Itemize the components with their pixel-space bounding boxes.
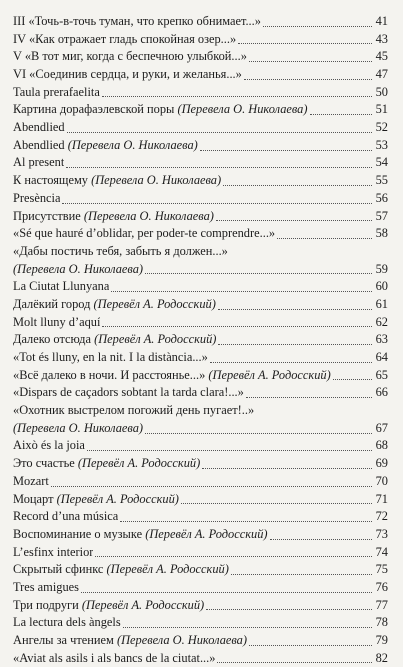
toc-entry-title: Molt lluny d’aquí	[13, 314, 101, 329]
toc-entry-translator: (Перевёл А. Родосский)	[145, 526, 268, 541]
toc-entry-title: Tres amigues	[13, 579, 79, 594]
toc-page-number: 58	[375, 226, 388, 241]
toc-entry-row	[13, 296, 388, 314]
toc-entry-translator: (Перевела О. Николаева)	[116, 633, 247, 648]
toc-page-number: 55	[375, 173, 388, 188]
toc-entry	[13, 597, 388, 615]
toc-entry	[13, 84, 388, 102]
toc-entry-text	[13, 84, 100, 102]
toc-entry-row	[13, 190, 388, 208]
toc-entry-row	[13, 384, 388, 402]
toc-entry	[13, 473, 388, 491]
toc-entry	[13, 101, 388, 119]
toc-entry-title: «Aviat als asils i als bancs de la ciutat...»	[13, 650, 216, 665]
toc-page-number: 64	[375, 350, 388, 365]
toc-entry-row	[13, 314, 388, 332]
toc-entry-title: Al present	[13, 155, 65, 170]
toc-entry-title: La lectura dels àngels	[13, 615, 121, 630]
toc-leader-dots	[249, 645, 372, 646]
toc-entry-title: «Tot és lluny, en la nit. I la distància...»	[13, 350, 208, 365]
toc-leader-dots	[277, 238, 372, 239]
toc-entry	[13, 331, 388, 349]
toc-leader-dots	[200, 150, 372, 151]
toc-entry-title: Скрытый сфинкс	[13, 562, 107, 577]
toc-page-number: 56	[375, 190, 388, 205]
toc-leader-dots	[244, 79, 372, 80]
toc-leader-dots	[270, 539, 372, 540]
toc-entry-text	[13, 526, 268, 544]
toc-page-number: 53	[375, 137, 388, 152]
toc-entry-text	[13, 13, 261, 31]
toc-entry-row	[13, 48, 388, 66]
toc-entry-text	[13, 314, 100, 332]
toc-entry-title: Моцарт	[13, 491, 57, 506]
toc-leader-dots	[333, 379, 372, 380]
toc-entry-text	[13, 172, 221, 190]
toc-leader-dots	[231, 574, 372, 575]
toc-entry-title: Ангелы за чтением	[13, 633, 117, 648]
toc-page-number: 50	[375, 84, 388, 99]
toc-page-number: 51	[375, 102, 388, 117]
toc-entry-text	[13, 331, 216, 349]
toc-entry	[13, 632, 388, 650]
toc-page-number: 60	[375, 279, 388, 294]
toc-entry	[13, 278, 388, 296]
toc-entry-translator: (Перевела О. Николаева)	[83, 208, 214, 223]
toc-page-number: 67	[375, 420, 388, 435]
toc-entry-row	[13, 155, 388, 173]
toc-entry-title: VI «Соединив сердца, и руки, и желанья...»	[13, 67, 242, 82]
toc-page-number: 45	[375, 49, 388, 64]
toc-entry-row	[13, 455, 388, 473]
toc-entry-translator: (Перевёл А. Родосский)	[94, 332, 217, 347]
toc-leader-dots	[238, 43, 372, 44]
table-of-contents	[13, 13, 388, 667]
toc-page-number: 79	[375, 633, 388, 648]
toc-page-number: 71	[375, 491, 388, 506]
toc-leader-dots	[67, 132, 372, 133]
toc-entry-translator: (Перевела О. Николаева)	[177, 102, 308, 117]
toc-entry-text	[13, 349, 208, 367]
toc-page-number: 63	[375, 332, 388, 347]
toc-entry-row	[13, 597, 388, 615]
toc-leader-dots	[102, 96, 372, 97]
toc-entry-translator: (Перевёл А. Родосский)	[93, 296, 216, 311]
toc-entry-title: Mozart	[13, 473, 49, 488]
toc-entry-row	[13, 420, 388, 438]
toc-entry	[13, 526, 388, 544]
toc-entry-title: V «В тот миг, когда с беспечною улыбкой...»	[13, 49, 247, 64]
toc-entry-row	[13, 13, 388, 31]
toc-entry-row	[13, 438, 388, 456]
toc-entry-text	[13, 491, 179, 509]
toc-leader-dots	[217, 662, 372, 663]
toc-leader-dots	[66, 167, 372, 168]
toc-entry-title: Далёкий город	[13, 296, 94, 311]
toc-page-number: 66	[375, 385, 388, 400]
toc-entry-translator: (Перевёл А. Родосский)	[77, 456, 201, 471]
toc-entry-title: «Охотник выстрелом погожий день пугает!..»	[13, 403, 255, 418]
toc-entry-translator: (Перевёл А. Родосский)	[56, 491, 179, 506]
toc-leader-dots	[145, 433, 372, 434]
toc-leader-dots	[87, 450, 372, 451]
toc-entry-row	[13, 119, 388, 137]
toc-page-number: 41	[375, 13, 388, 28]
toc-leader-dots	[102, 326, 372, 327]
toc-entry-title: Это счастье	[13, 456, 78, 471]
toc-page-number: 54	[375, 155, 388, 170]
toc-entry	[13, 243, 388, 278]
toc-entry-text	[13, 101, 308, 119]
toc-entry-title: Abendlied	[13, 137, 68, 152]
toc-entry	[13, 137, 388, 155]
toc-entry-text	[13, 473, 49, 491]
toc-entry-row	[13, 561, 388, 579]
toc-entry	[13, 508, 388, 526]
toc-entry-translator: (Перевела О. Николаева)	[13, 261, 144, 276]
toc-entry-text	[13, 437, 85, 455]
toc-page-number: 65	[375, 367, 388, 382]
toc-entry-row	[13, 331, 388, 349]
toc-leader-dots	[145, 273, 372, 274]
toc-entry-title: III «Точь-в-точь туман, что крепко обнимает...»	[13, 13, 261, 28]
toc-page-number: 70	[375, 473, 388, 488]
toc-entry-row	[13, 84, 388, 102]
toc-entry-title: Presència	[13, 190, 61, 205]
toc-leader-dots	[210, 362, 372, 363]
toc-entry-text	[13, 508, 118, 526]
toc-entry-row	[13, 208, 388, 226]
toc-entry-text	[13, 296, 216, 314]
toc-entry-text	[13, 632, 247, 650]
toc-leader-dots	[218, 309, 372, 310]
toc-entry-row	[13, 508, 388, 526]
toc-entry	[13, 208, 388, 226]
toc-page-number: 61	[375, 296, 388, 311]
toc-entry	[13, 544, 388, 562]
toc-entry	[13, 119, 388, 137]
toc-entry	[13, 491, 388, 509]
toc-entry	[13, 614, 388, 632]
toc-page-number: 76	[375, 579, 388, 594]
toc-entry-row	[13, 526, 388, 544]
toc-entry-row	[13, 261, 388, 279]
toc-entry	[13, 367, 388, 385]
toc-page-number: 57	[375, 208, 388, 223]
toc-entry	[13, 225, 388, 243]
toc-entry-text	[13, 119, 65, 137]
toc-entry	[13, 48, 388, 66]
toc-leader-dots	[62, 203, 372, 204]
toc-entry-title: «Всё далеко в ночи. И расстоянье...»	[13, 367, 209, 382]
toc-entry	[13, 384, 388, 402]
toc-entry	[13, 31, 388, 49]
toc-entry-text	[13, 66, 242, 84]
toc-page-number: 68	[375, 438, 388, 453]
toc-entry-title: «Dispars de caçadors sobtant la tarda clara!...»	[13, 385, 244, 400]
toc-page-number: 74	[375, 544, 388, 559]
toc-entry-row	[13, 473, 388, 491]
toc-leader-dots	[95, 556, 372, 557]
toc-entry-translator: (Перевёл А. Родосский)	[81, 597, 205, 612]
toc-entry-row	[13, 137, 388, 155]
toc-entry-row	[13, 66, 388, 84]
toc-entry	[13, 172, 388, 190]
toc-entry	[13, 13, 388, 31]
toc-leader-dots	[206, 609, 372, 610]
toc-leader-dots	[51, 486, 372, 487]
toc-entry-text	[13, 278, 109, 296]
toc-entry-text	[13, 137, 198, 155]
toc-entry-row	[13, 172, 388, 190]
toc-leader-dots	[202, 468, 372, 469]
toc-entry-row	[13, 579, 388, 597]
toc-page-number: 73	[375, 526, 388, 541]
toc-leader-dots	[111, 291, 372, 292]
toc-entry-title: Воспоминание о музыке	[13, 526, 146, 541]
toc-leader-dots	[216, 220, 372, 221]
toc-entry	[13, 66, 388, 84]
toc-leader-dots	[120, 521, 372, 522]
toc-entry	[13, 349, 388, 367]
toc-entry-title: «Sé que hauré d’oblidar, per poder-te comprendre...»	[13, 226, 276, 241]
toc-entry-title: Далеко отсюда	[13, 332, 95, 347]
toc-entry-text	[13, 367, 331, 385]
toc-entry-text	[13, 48, 247, 66]
toc-entry-title: К настоящему	[13, 173, 92, 188]
toc-entry-title: L’esfinx interior	[13, 544, 94, 559]
toc-leader-dots	[218, 344, 372, 345]
toc-entry-text	[13, 544, 93, 562]
toc-entry-row	[13, 31, 388, 49]
toc-entry-text	[13, 384, 244, 402]
toc-page-number: 52	[375, 120, 388, 135]
toc-page-number: 78	[375, 615, 388, 630]
toc-entry-row	[13, 544, 388, 562]
toc-entry	[13, 438, 388, 456]
toc-entry	[13, 579, 388, 597]
toc-page-number: 72	[375, 509, 388, 524]
toc-entry-title: «Дабы постичь тебя, забыть я должен...»	[13, 243, 228, 258]
toc-entry	[13, 650, 388, 667]
toc-entry-title: Record d’una música	[13, 509, 119, 524]
toc-entry-translator: (Перевёл А. Родосский)	[106, 562, 229, 577]
toc-page-number: 59	[375, 261, 388, 276]
toc-entry-row	[13, 101, 388, 119]
toc-entry	[13, 314, 388, 332]
toc-entry-translator: (Перевёл А. Родосский)	[208, 367, 331, 382]
toc-entry-title: Això és la joia	[13, 438, 85, 453]
toc-page-number: 43	[375, 31, 388, 46]
toc-entry-title: Abendlied	[13, 120, 65, 135]
toc-entry	[13, 296, 388, 314]
toc-entry-row	[13, 614, 388, 632]
toc-leader-dots	[181, 503, 372, 504]
toc-entry-row	[13, 632, 388, 650]
toc-page-number: 62	[375, 314, 388, 329]
toc-page-number: 69	[375, 456, 388, 471]
toc-leader-dots	[123, 627, 372, 628]
toc-entry-text	[13, 31, 236, 49]
toc-page-number: 47	[375, 67, 388, 82]
toc-entry-title: Taula prerafaelita	[13, 84, 100, 99]
toc-leader-dots	[246, 397, 372, 398]
toc-entry-row	[13, 225, 388, 243]
toc-entry-title: IV «Как отражает гладь спокойная озер...»	[13, 31, 237, 46]
toc-entry-row	[13, 650, 388, 667]
toc-entry-text	[13, 190, 60, 208]
toc-entry-text	[13, 579, 79, 597]
toc-leader-dots	[263, 26, 372, 27]
toc-entry-text	[13, 208, 214, 226]
toc-entry-row	[13, 278, 388, 296]
toc-entry-text	[13, 455, 200, 473]
toc-entry-title: Картина дорафаэлевской поры	[13, 102, 178, 117]
toc-entry	[13, 155, 388, 173]
toc-entry-title: La Ciutat Llunyana	[13, 279, 110, 294]
toc-entry-text	[13, 561, 229, 579]
toc-leader-dots	[310, 114, 373, 115]
toc-entry-row	[13, 349, 388, 367]
toc-page-number: 82	[375, 650, 388, 665]
toc-leader-dots	[81, 592, 372, 593]
toc-entry-translator: (Перевела О. Николаева)	[67, 137, 198, 152]
toc-entry-translator: (Перевела О. Николаева)	[91, 173, 222, 188]
toc-entry-text	[13, 420, 143, 438]
toc-entry-text	[13, 614, 121, 632]
toc-entry-title: Присутствие	[13, 208, 84, 223]
toc-entry	[13, 455, 388, 473]
toc-entry-text	[13, 225, 275, 243]
toc-entry	[13, 561, 388, 579]
toc-entry-text	[13, 154, 64, 172]
toc-page-number: 77	[375, 597, 388, 612]
toc-entry-title: Три подруги	[13, 597, 82, 612]
toc-entry-text	[13, 650, 215, 667]
toc-entry	[13, 402, 388, 437]
toc-page-number: 75	[375, 562, 388, 577]
toc-leader-dots	[249, 61, 372, 62]
toc-entry-text	[13, 261, 143, 279]
toc-entry-row	[13, 367, 388, 385]
toc-entry-translator: (Перевела О. Николаева)	[13, 420, 144, 435]
toc-entry-text	[13, 597, 204, 615]
toc-entry-row	[13, 491, 388, 509]
toc-leader-dots	[223, 185, 372, 186]
toc-entry	[13, 190, 388, 208]
